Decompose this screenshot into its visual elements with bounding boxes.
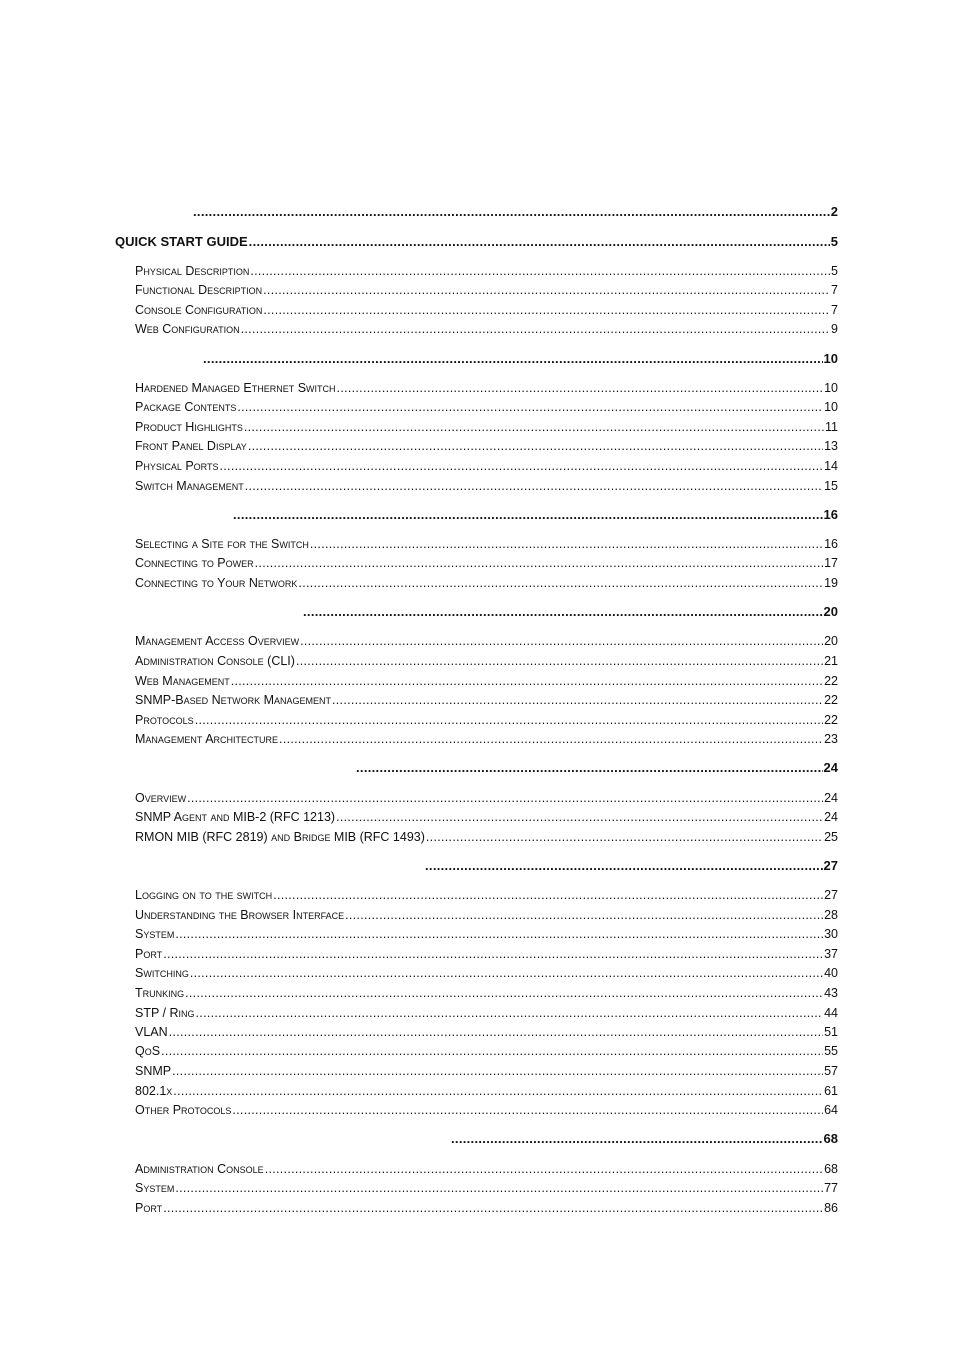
toc-section-entry[interactable] (135, 732, 838, 746)
dot-leader (245, 479, 823, 493)
toc-page-number: 19 (824, 576, 838, 590)
toc-entry-title: Package Contents (135, 400, 237, 414)
dot-leader (163, 947, 823, 961)
toc-page-number: 68 (824, 1162, 838, 1176)
dot-leader (336, 810, 823, 824)
toc-section-entry[interactable] (135, 400, 838, 414)
toc-section-entry[interactable] (135, 283, 838, 297)
toc-section-entry[interactable] (135, 888, 838, 902)
toc-entry-title: Console Configuration (135, 303, 263, 317)
toc-section-entry[interactable] (135, 1006, 838, 1020)
toc-section-entry[interactable] (135, 1025, 838, 1039)
toc-chapter-entry[interactable] (232, 507, 838, 522)
toc-page-number: 55 (824, 1044, 838, 1058)
toc-page-number: 20 (824, 634, 838, 648)
dot-leader (345, 908, 823, 922)
toc-entry-title: Overview (135, 791, 187, 805)
toc-entry-title: Administration Console (135, 1162, 264, 1176)
dot-leader (296, 654, 823, 668)
dot-leader (169, 1025, 823, 1039)
toc-page-number: 16 (824, 537, 838, 551)
toc-page-number: 10 (824, 400, 838, 414)
toc-entry-title: VLAN (135, 1025, 168, 1039)
toc-entry-title: Hardened Managed Ethernet Switch (135, 381, 336, 395)
dot-leader (232, 1103, 823, 1117)
dot-leader (185, 986, 823, 1000)
toc-section-entry[interactable] (135, 1103, 838, 1117)
toc-section-entry[interactable] (135, 576, 838, 590)
toc-entry-title: Other Protocols (135, 1103, 232, 1117)
dot-leader (298, 576, 823, 590)
toc-entry-title: Logging on to the switch (135, 888, 273, 902)
toc-page-number: 22 (824, 713, 838, 727)
toc-entry-title: Management Architecture (135, 732, 279, 746)
toc-page-number: 13 (824, 439, 838, 453)
dot-leader (241, 322, 830, 336)
toc-entry-title: Product Highlights (135, 420, 243, 434)
toc-page-number: 24 (824, 791, 838, 805)
dot-leader (244, 420, 824, 434)
toc-page-number: 5 (830, 234, 838, 249)
toc-page-number: 23 (824, 732, 838, 746)
toc-section-entry[interactable] (135, 1084, 838, 1098)
dot-leader (250, 264, 830, 278)
toc-chapter-entry[interactable] (302, 604, 838, 619)
toc-section-entry[interactable] (135, 1181, 838, 1195)
toc-section-entry[interactable] (135, 264, 838, 278)
toc-entry-title: Port (135, 1201, 163, 1215)
dot-leader (273, 888, 823, 902)
dot-leader (279, 732, 823, 746)
toc-page-number: 57 (824, 1064, 838, 1078)
toc-section-entry[interactable] (135, 674, 838, 688)
toc-page-number: 51 (824, 1025, 838, 1039)
dot-leader (332, 693, 823, 707)
toc-page-number: 10 (824, 381, 838, 395)
toc-section-entry[interactable] (135, 459, 838, 473)
toc-page-number: 7 (831, 303, 838, 317)
dot-leader (161, 1044, 823, 1058)
toc-entry-title: QoS (135, 1044, 161, 1058)
toc-section-entry[interactable] (135, 927, 838, 941)
dot-leader (203, 351, 823, 366)
toc-page-number: 24 (824, 810, 838, 824)
toc-section-entry[interactable] (135, 713, 838, 727)
toc-entry-title: Physical Ports (135, 459, 219, 473)
toc-chapter-entry[interactable] (450, 1131, 838, 1146)
dot-leader (231, 674, 823, 688)
dot-leader (163, 1201, 823, 1215)
toc-page-number: 20 (823, 604, 838, 619)
toc-page-number: 44 (824, 1006, 838, 1020)
toc-page-number: 68 (823, 1131, 838, 1146)
toc-page-number: 22 (824, 674, 838, 688)
toc-entry-title: Selecting a Site for the Switch (135, 537, 309, 551)
toc-entry-title: RMON MIB (RFC 2819) and Bridge MIB (RFC 1493) (135, 830, 425, 844)
toc-section-entry[interactable] (135, 537, 838, 551)
dot-leader (303, 604, 823, 619)
dot-leader (451, 1131, 823, 1146)
toc-section-entry[interactable] (135, 1201, 838, 1215)
dot-leader (172, 1064, 823, 1078)
toc-page-number: 5 (831, 264, 838, 278)
toc-page-number: 7 (831, 283, 838, 297)
dot-leader (175, 1181, 823, 1195)
toc-page-number: 86 (824, 1201, 838, 1215)
toc-page-number: 28 (824, 908, 838, 922)
dot-leader (187, 791, 823, 805)
toc-section-entry[interactable] (135, 947, 838, 961)
toc-entry-title: Connecting to Your Network (135, 576, 298, 590)
toc-entry-title: Physical Description (135, 264, 250, 278)
toc-chapter-entry[interactable] (355, 760, 838, 775)
toc-entry-title: Management Access Overview (135, 634, 300, 648)
toc-page-number: 61 (824, 1084, 838, 1098)
toc-section-entry[interactable] (135, 1162, 838, 1176)
toc-entry-title: Switch Management (135, 479, 244, 493)
toc-entry-title: Functional Description (135, 283, 263, 297)
toc-entry-title: Connecting to Power (135, 556, 254, 570)
toc-page-number: 10 (823, 351, 838, 366)
dot-leader (193, 204, 830, 219)
toc-section-entry[interactable] (135, 439, 838, 453)
toc-chapter-entry[interactable] (115, 234, 838, 249)
toc-entry-title: Front Panel Display (135, 439, 247, 453)
dot-leader (173, 1084, 823, 1098)
toc-section-entry[interactable] (135, 1044, 838, 1058)
dot-leader (175, 927, 823, 941)
toc-page-number: 14 (824, 459, 838, 473)
toc-entry-title: 802.1x (135, 1084, 173, 1098)
toc-section-entry[interactable] (135, 986, 838, 1000)
toc-section-entry[interactable] (135, 556, 838, 570)
dot-leader (237, 400, 823, 414)
dot-leader (255, 556, 823, 570)
toc-page-number: 64 (824, 1103, 838, 1117)
toc-entry-title: SNMP Agent and MIB-2 (RFC 1213) (135, 810, 336, 824)
toc-entry-title: Understanding the Browser Interface (135, 908, 345, 922)
toc-entry-title: Administration Console (CLI) (135, 654, 295, 668)
toc-page-number: 25 (824, 830, 838, 844)
dot-leader (263, 283, 830, 297)
toc-section-entry[interactable] (135, 654, 838, 668)
dot-leader (300, 634, 823, 648)
toc-page-number: 15 (824, 479, 838, 493)
dot-leader (265, 1162, 823, 1176)
toc-entry-title: STP / Ring (135, 1006, 195, 1020)
toc-section-entry[interactable] (135, 420, 838, 434)
toc-page-number: 22 (824, 693, 838, 707)
toc-page-number: 27 (823, 858, 838, 873)
toc-page-number: 2 (830, 204, 838, 219)
toc-section-entry[interactable] (135, 693, 838, 707)
dot-leader (425, 858, 823, 873)
toc-page-number: 24 (823, 760, 838, 775)
toc-page-number: 43 (824, 986, 838, 1000)
toc-section-entry[interactable] (135, 1064, 838, 1078)
toc-entry-title: Port (135, 947, 163, 961)
toc-entry-title: Trunking (135, 986, 185, 1000)
dot-leader (310, 537, 823, 551)
toc-section-entry[interactable] (135, 322, 838, 336)
toc-page-number: 27 (824, 888, 838, 902)
dot-leader (248, 439, 823, 453)
toc-section-entry[interactable] (135, 381, 838, 395)
dot-leader (190, 966, 823, 980)
toc-entry-title: SNMP-Based Network Management (135, 693, 332, 707)
dot-leader (195, 713, 823, 727)
toc-page-number: 30 (824, 927, 838, 941)
toc-entry-title: SNMP (135, 1064, 172, 1078)
toc-page-number: 37 (824, 947, 838, 961)
toc-page-number: 11 (825, 420, 838, 434)
toc-section-entry[interactable] (135, 634, 838, 648)
dot-leader (249, 234, 830, 249)
toc-chapter-entry[interactable] (192, 204, 838, 219)
toc-page-number: 77 (824, 1181, 838, 1195)
toc-section-entry[interactable] (135, 966, 838, 980)
dot-leader (196, 1006, 824, 1020)
toc-chapter-entry[interactable] (424, 858, 838, 873)
toc-entry-title: System (135, 1181, 175, 1195)
toc-entry-title: QUICK START GUIDE (115, 234, 248, 249)
toc-entry-title: Web Configuration (135, 322, 240, 336)
dot-leader (220, 459, 824, 473)
dot-leader (233, 507, 823, 522)
toc-chapter-entry[interactable] (202, 351, 838, 366)
toc-entry-title: Protocols (135, 713, 194, 727)
toc-section-entry[interactable] (135, 791, 838, 805)
toc-entry-title: Switching (135, 966, 189, 980)
toc-page-number: 17 (824, 556, 838, 570)
toc-page-number: 16 (823, 507, 838, 522)
toc-section-entry[interactable] (135, 830, 838, 844)
toc-page-number: 21 (824, 654, 838, 668)
toc-page-number: 40 (824, 966, 838, 980)
dot-leader (356, 760, 823, 775)
toc-section-entry[interactable] (135, 303, 838, 317)
dot-leader (426, 830, 823, 844)
toc-entry-title: System (135, 927, 175, 941)
toc-page-number: 9 (831, 322, 838, 336)
toc-section-entry[interactable] (135, 479, 838, 493)
toc-entry-title: Web Management (135, 674, 230, 688)
toc-section-entry[interactable] (135, 810, 838, 824)
toc-section-entry[interactable] (135, 908, 838, 922)
dot-leader (263, 303, 830, 317)
dot-leader (337, 381, 824, 395)
